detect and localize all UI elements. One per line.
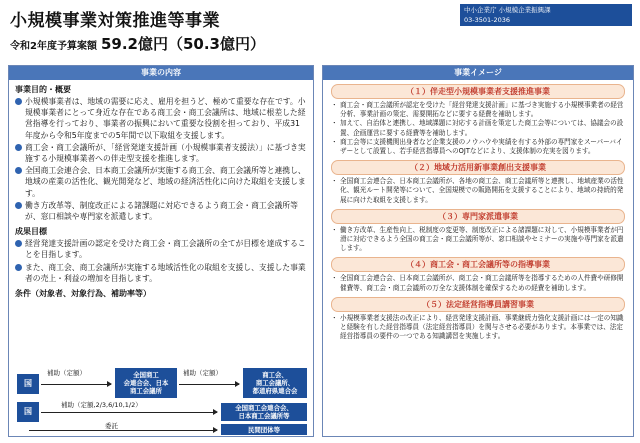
purpose-item-text: 小規模事業者は、地域の需要に応え、雇用を担うど、極めて重要な存在です。小規模事業者にとって身近な存在である商工会・商工会議所は、地域に根差した経営指導を行っており、事業者の振興において重要な役割を担っており、平成31年度から令和5年度までの5年間で以下取組を支援します。 <box>25 97 306 140</box>
section-regional-business <box>331 160 625 205</box>
project-image-panel <box>322 65 634 437</box>
goal-title: 成果目標 <box>15 227 47 237</box>
project-content-heading: 事業の内容 <box>9 66 313 80</box>
country-box: 国 <box>17 402 39 422</box>
section-title: （５）法定経営指導員講習事業 <box>331 297 625 312</box>
agency-box <box>460 4 632 26</box>
section-item: ・ 商工会等に支援機関出身者など企業支援のノウハウや実績を有する外部の専門家をスーパーバイザーとして設置し、若手経営指導員へのOJTなどにより、支援体制の充実を図ります。 <box>331 138 625 156</box>
section-item: ・ 商工会・商工会議所が認定を受けた「経営発達支援計画」に基づき実施する小規模事業者の経営分析、事業計画の策定、需要開拓などに要する経費を補助します。 <box>331 101 625 119</box>
subsidy-label: 補助（定額） <box>47 369 86 377</box>
budget-subtitle <box>10 33 265 54</box>
box-line: 全国商工 <box>133 371 159 379</box>
bullet-icon <box>15 98 22 105</box>
flow-arrow <box>29 430 217 431</box>
section-item: ・ 全国商工会連合会、日本商工会議所が、各地の商工会、商工会議所等と連携し、地域産業の活性化、観光ルート開発等について、全国規模での販路開拓を支援することにより、地域の持続的発展に向けた取組を支援します。 <box>331 177 625 205</box>
funding-flow-diagram <box>9 366 313 436</box>
purpose-item <box>15 165 307 199</box>
section-item: ・ 働き方改革、生産性向上、税制度の変更等、制度改正による諸課題に対して、小規模事業者が円滑に対応できるよう全国の商工会・商工会議所等が、窓口相談やセミナーの実施や専門家を派遣します。 <box>331 226 625 254</box>
subsidy-rate-label: 補助（定額,2/3,6/10,1/2） <box>61 401 142 409</box>
box-line: 日本商工会議所等 <box>238 412 290 420</box>
purpose-item <box>15 96 307 141</box>
bullet-icon <box>15 240 22 247</box>
box-line: 商工会議所 <box>130 387 162 395</box>
page-title: 小規模事業対策推進等事業 <box>10 11 220 31</box>
purpose-item-text: 商工会・商工会議所が、「経営発達支援計画（小規模事業者支援法）」に基づき実施する小規模事業者への伴走型支援を推進します。 <box>25 142 306 164</box>
budget-prefix: 令和2年度予算案額 <box>10 41 97 52</box>
purpose-item <box>15 142 307 164</box>
flow-arrow <box>179 384 239 385</box>
purpose-item-text: 全国商工会連合会、日本商工会議所が実施する商工会、商工会議所等と連携し、地域の産業の活性化、観光開発など、地域の経済活性化に向けた取組を支援します。 <box>25 166 306 198</box>
bullet-icon <box>15 264 22 271</box>
goal-list <box>9 238 313 284</box>
section-title: （３）専門家派遣事業 <box>331 209 625 224</box>
conditions-title: 条件（対象者、対象行為、補助率等） <box>15 289 151 299</box>
country-box: 国 <box>17 374 39 394</box>
section-item: ・ 全国商工会連合会、日本商工会議所が、商工会・商工会議所等を指導するための人件費や研修開催費等、商工会・商工会議所の万全な支援体制を確保するための経費を補助します。 <box>331 274 625 292</box>
section-training <box>331 297 625 342</box>
federation-etc-box <box>221 403 307 421</box>
project-image-heading: 事業イメージ <box>323 66 633 80</box>
section-guidance <box>331 257 625 292</box>
bullet-icon <box>15 144 22 151</box>
bullet-icon <box>15 167 22 174</box>
box-line: 都道府県連合会 <box>252 387 298 395</box>
box-line: 商工会、 <box>262 371 288 379</box>
contract-label: 委託 <box>105 422 118 430</box>
budget-amount: 59.2億円（50.3億円） <box>100 35 265 53</box>
flow-arrow <box>41 384 111 385</box>
purpose-title: 事業目的・概要 <box>15 85 71 94</box>
purpose-list <box>9 96 313 222</box>
box-line: 民間団体等 <box>248 425 280 434</box>
flow-arrow <box>41 412 217 413</box>
goal-item-text: 経営発達支援計画の認定を受けた商工会・商工会議所の全てが目標を達成することを目指します。 <box>25 239 306 260</box>
bullet-icon <box>15 202 22 209</box>
section-title: （２）地域力活用新事業創出支援事業 <box>331 160 625 175</box>
national-federation-box <box>115 368 177 398</box>
agency-phone: 03-3501-2036 <box>464 16 511 24</box>
section-accompaniment <box>331 84 625 156</box>
agency-name: 中小企業庁 小規模企業振興課 <box>464 6 551 14</box>
project-content-panel <box>8 65 314 437</box>
section-title: （１）伴走型小規模事業者支援推進事業 <box>331 84 625 99</box>
local-chambers-box <box>243 368 307 398</box>
goal-item <box>15 262 307 284</box>
purpose-item-text: 働き方改革等、制度改正による諸課題に対応できるよう商工会・商工会議所等が、窓口相談や専門家を派遣します。 <box>25 200 298 222</box>
goal-item <box>15 238 307 260</box>
section-item: ・ 小規模事業者支援法の改正により、経営発達支援計画、事業継続力強化支援計画には一定の知識と経験を有した経営指導員（法定経営指導員）を関与させる必要があります。本事業では、法定経営指導員の要件の一つである知識講習を実施します。 <box>331 314 625 342</box>
private-org-box <box>221 424 307 435</box>
section-item: ・ 加えて、自治体と連携し、地域課題に対応する計画を策定した商工会等については、協議会の設置、企画運営に要する経費等を補助します。 <box>331 119 625 137</box>
section-title: （４）商工会・商工会議所等の指導事業 <box>331 257 625 272</box>
box-line: 会連合会、日本 <box>123 379 169 387</box>
goal-item-text: また、商工会、商工会議所が実施する地域活性化の取組を支援し、支援した事業者の売上・利益の増加を目指します。 <box>25 262 306 283</box>
box-line: 商工会議所、 <box>255 379 295 387</box>
box-line: 全国商工会連合会、 <box>235 404 293 412</box>
subsidy-label: 補助（定額） <box>183 369 222 377</box>
purpose-item <box>15 200 307 222</box>
section-expert-dispatch <box>331 209 625 254</box>
